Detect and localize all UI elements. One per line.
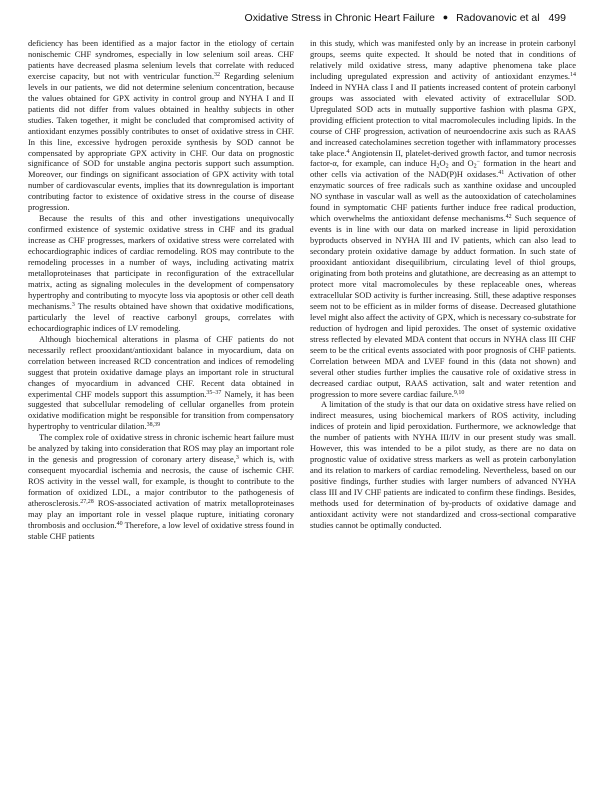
bullet-separator: ● xyxy=(442,12,449,22)
body-paragraph: The complex role of oxidative stress in chronic ischemic heart failure must be analyzed by taking into consideration that ROS may play an important role in the genesis and progression of coronary artery disease,$^3$ which is, with consequent myocardial ischemia and necrosis, the cause of ischemic CHF. ROS activity in the vessel wall, for example, is thought to contribute to the formation of oxidized LDL, a major contributor to the pathogenesis of atherosclerosis.$^{27,28}$ ROS-associated activation of matrix metalloproteinases may play an important role in vessel plaque rupture, initiating coronary thrombosis and occlusion.$^{40}$ Therefore, a low level of oxidative stress found in stable CHF patients xyxy=(28,432,294,541)
right-column xyxy=(310,38,576,790)
page-number: 499 xyxy=(548,12,566,24)
running-head-text xyxy=(245,12,566,24)
running-head xyxy=(0,8,600,28)
body-paragraph: Although biochemical alterations in plasma of CHF patients do not necessarily reflect prooxidant/antioxidant balance in myocardium, data on correlation between increased RCD concentration and indices of remodeling suggest that protein oxidative damage plays an important role in structural changes of myocardium in advanced CHF. Recent data obtained in experimental CHF models support this assumption.$^{35-37}$ Namely, it has been suggested that subcellular remodeling of cellular organelles from protein oxidative modification might be responsible for transition from compensatory hypertrophy to ventricular dilation.$^{38,39}$ xyxy=(28,333,294,432)
body-paragraph: deficiency has been identified as a major factor in the etiology of certain nonischemic CHF syndromes, especially in low selenium soil areas. CHF patients have decreased plasma selenium levels that correlate with reduced exercise capacity, but not with ventricular function.$^{32}$ Regarding selenium levels in our patients, we did not determine selenium concentration, because the values obtained for GPX activity in control group and NYHA I and II patients did not differ from values obtained in healthy subjects in other studies. Taken together, it might be concluded that compromised activity of antioxidant enzymes possibly contributes to onset of oxidative stress in CHF. In this line, excessive hydrogen peroxide synthesis by SOD cannot be compensated by appropriate GPX activity in CHF. Our data on prognostic significance of SOD for unstable angina pectoris support such assumption. Moreover, our findings on significant association of GPX activity with total number of cardiovascular events, implies that its downregulation is important contributing factor to existence of oxidative stress in the course of disease progression. xyxy=(28,38,294,213)
body-paragraph: Because the results of this and other investigations unequivocally confirmed existence of systemic oxidative stress in CHF and its gradual increase as CHF progresses, markers of oxidative stress were correlated with echocardiographic indices of cardiac remodeling. ROS may contribute to the remodeling processes in a number of ways, including activating matrix metalloproteinases that participate in reconfiguration of the extracellular matrix, acting as signaling molecules in the development of compensatory hypertrophy and contributing to myocyte loss via apoptosis or other cell death mechanisms.$^3$ The results obtained have shown that oxidative modifications, particularly the level of reactive carbonyl groups, correlates with echocardiographic indices of LV remodeling. xyxy=(28,213,294,333)
running-title: Oxidative Stress in Chronic Heart Failure xyxy=(244,12,435,24)
running-authors: Radovanovic et al xyxy=(456,12,540,24)
body-paragraph: A limitation of the study is that our data on oxidative stress have relied on indirect measures, using biochemical markers of ROS activity, including indices of protein and lipid peroxidation. Furthermore, we acknowledge that the number of patients with NYHA III/IV in our present study was small. However, this was intended to be a pilot study, as there are no data on prognostic value of oxidative stress markers as well as protein carbonylation and its relation to markers of cardiac remodeling. Nevertheless, based on our positive findings, further studies with larger numbers of advanced NYHA class III and IV CHF patients are indicated to confirm these findings. Besides, methods used for determination of by-products of oxidative damage and antioxidant activity were not standardized and cross-sectional comparative studies cannot be optimally conducted. xyxy=(310,399,576,530)
body-paragraph: in this study, which was manifested only by an increase in protein carbonyl groups, seems quite expected. It should be noted that in conditions of relatively mild oxidative stress, many adaptive phenomena take place including upregulated expression and activity of antioxidant enzymes.$^{14}$ Indeed in NYHA class I and II patients increased content of protein carbonyl groups was associated with elevated activity of extracellular SOD. Upregulated SOD acts in mutually supportive fashion with plasma GPX, providing efficient protection to vital macromolecules including lipids. In the course of CHF progression, activation of neuroendocrine axis such as RAAS and increased catecholamines secretion together with inflammatory processes take place.$^4$ Angiotensin II, platelet-derived growth factor, and tumor necrosis factor-α, for example, can induce $H_2O_2$ and $O_2^-$ formation in the heart and other cells via activation of the NAD(P)H oxidases.$^{41}$ Activation of other enzymatic sources of free radicals such as xanthine oxidase and uncoupled NO synthase in vascular wall as well as the autooxidation of catecholamines found in symptomatic CHF patients further induce free radical production, which overwhelms the antioxidant defense mechanisms.$^{42}$ Such sequence of events is in line with our data on marked increase in lipid peroxidation byproducts observed in NYHA III and IV patients, which can also lead to secondary protein oxidative damage by adduct formation. In such state of prooxidant antioxidant disequilibrium, circulating level of thiol groups, originating from both proteins and glutathione, are decreasing as an attempt to protect more vital macromolecules by these replaceable ones, whereas extracellular SOD activity is further increasing. Still, these adaptive responses seem not to be efficient as in milder forms of disease. Decreased glutathione level might also affect the activity of GPX, which is necessary co-substrate for reduction of hydrogen and lipid peroxides. The onset of systemic oxidative stress reflected by elevated MDA content that occurs in NYHA class III CHF seem to be the critical events associated with poor prognosis of CHF patients. Correlation between MDA and LVEF found in this (data not shown) and several other studies further implies the causative role of oxidative stress in decreased cardiac output, RAAS activation, salt and water retention and progression to more severe cardiac failure.$^{9,10}$ xyxy=(310,38,576,399)
body-columns xyxy=(28,38,576,790)
left-column xyxy=(28,38,294,790)
